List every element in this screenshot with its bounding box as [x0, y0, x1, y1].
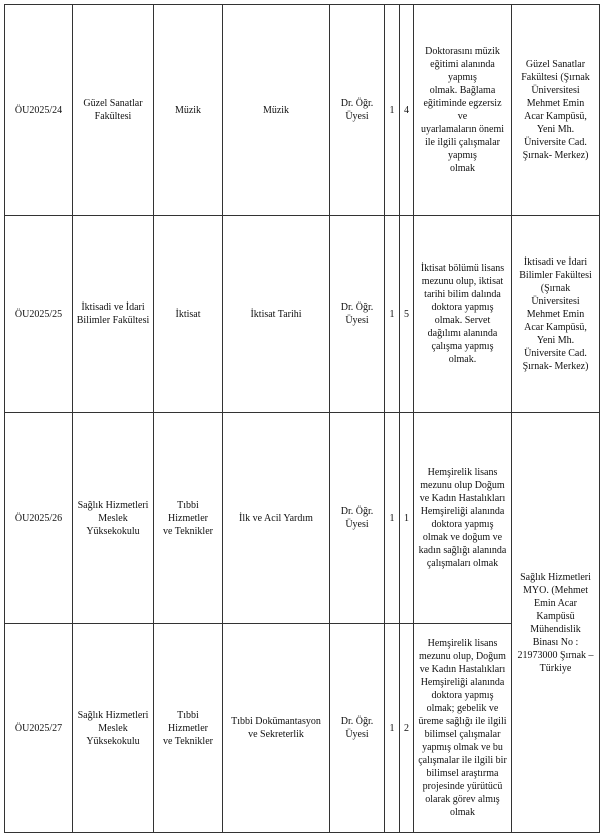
count-value: 2 [400, 624, 414, 833]
quota-value: 1 [385, 5, 400, 216]
position-code: ÖU2025/26 [5, 413, 73, 624]
academic-title: Dr. Öğr. Üyesi [330, 5, 385, 216]
table-row [5, 216, 600, 413]
faculty-name: Sağlık Hizmetleri Meslek Yüksekokulu [73, 413, 154, 624]
program-name: İlk ve Acil Yardım [223, 413, 330, 624]
program-name: Tıbbi Dokümantasyon ve Sekreterlik [223, 624, 330, 833]
department-name: Tıbbi Hizmetler ve Teknikler [154, 413, 223, 624]
count-value: 1 [400, 413, 414, 624]
academic-title: Dr. Öğr. Üyesi [330, 413, 385, 624]
program-name: Müzik [223, 5, 330, 216]
faculty-name: Sağlık Hizmetleri Meslek Yüksekokulu [73, 624, 154, 833]
faculty-name: Güzel Sanatlar Fakültesi [73, 5, 154, 216]
quota-value: 1 [385, 624, 400, 833]
address-text: Sağlık Hizmetleri MYO. (Mehmet Emin Acar Kampüsü Mühendislik Binası No : 21973000 Şırnak – Türkiye [512, 413, 600, 833]
address-text: İktisadi ve İdari Bilimler Fakültesi (Şırnak Üniversitesi Mehmet Emin Acar Kampüsü, Yeni Mh. Üniversite Cad. Şırnak- Merkez) [512, 216, 600, 413]
address-text: Güzel Sanatlar Fakültesi (Şırnak Üniversitesi Mehmet Emin Acar Kampüsü, Yeni Mh. Üniversite Cad. Şırnak- Merkez) [512, 5, 600, 216]
table-row [5, 624, 600, 833]
quota-value: 1 [385, 216, 400, 413]
count-value: 4 [400, 5, 414, 216]
position-code: ÖU2025/25 [5, 216, 73, 413]
position-code: ÖU2025/24 [5, 5, 73, 216]
requirements-text: Hemşirelik lisans mezunu olup Doğum ve Kadın Hastalıkları Hemşireliği alanında doktora yapmış olmak ve doğum ve kadın sağlığı alanında çalışmaları olmak [414, 413, 512, 624]
count-value: 5 [400, 216, 414, 413]
academic-title: Dr. Öğr. Üyesi [330, 216, 385, 413]
table-row [5, 5, 600, 216]
requirements-text: İktisat bölümü lisans mezunu olup, iktisat tarihi bilim dalında doktora yapmış olmak. Servet dağılımı alanında çalışma yapmış olmak. [414, 216, 512, 413]
position-code: ÖU2025/27 [5, 624, 73, 833]
quota-value: 1 [385, 413, 400, 624]
academic-title: Dr. Öğr. Üyesi [330, 624, 385, 833]
department-name: İktisat [154, 216, 223, 413]
table-row [5, 413, 600, 624]
requirements-text: Doktorasını müzik eğitimi alanında yapmış olmak. Bağlama eğitiminde egzersiz ve uyarlamaların önemi ile ilgili çalışmalar yapmış olmak [414, 5, 512, 216]
department-name: Müzik [154, 5, 223, 216]
department-name: Tıbbi Hizmetler ve Teknikler [154, 624, 223, 833]
program-name: İktisat Tarihi [223, 216, 330, 413]
requirements-text: Hemşirelik lisans mezunu olup, Doğum ve Kadın Hastalıkları Hemşireliği alanında doktora yapmış olmak; gebelik ve üreme sağlığı ile ilgili bilimsel çalışmalar yapmış olmak ve bu çalışmalar ile ilgili bir bilimsel araştırma projesinde yürütücü olarak görev almış olmak [414, 624, 512, 833]
faculty-name: İktisadi ve İdari Bilimler Fakültesi [73, 216, 154, 413]
positions-table [4, 4, 600, 833]
